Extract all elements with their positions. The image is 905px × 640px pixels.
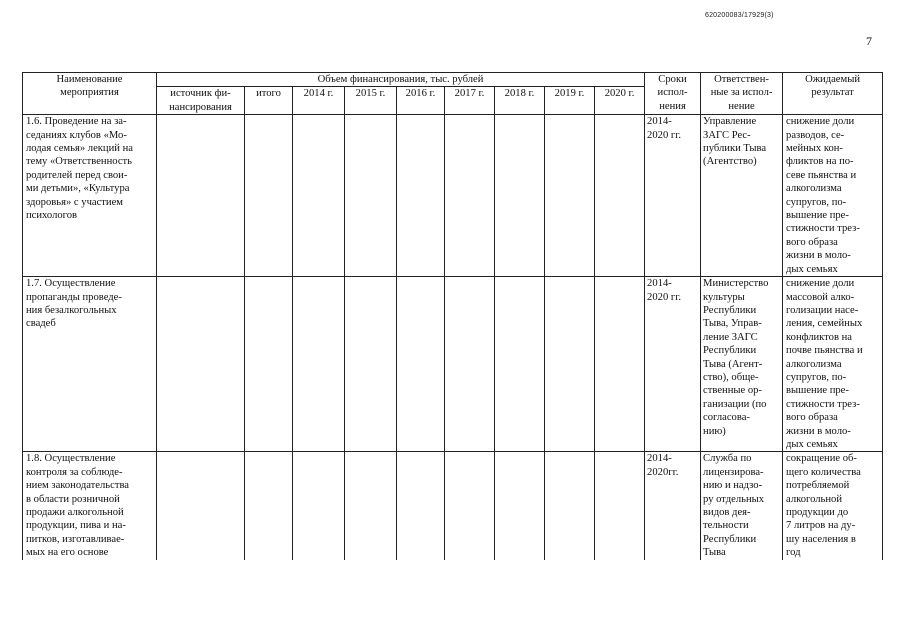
document-id: 620200083/17929(3) [705,12,774,19]
year-cell [545,115,595,277]
responsible-cell: Управление ЗАГС Рес- публики Тыва (Агентство) [701,115,783,277]
header-source: источник фи- нансирования [157,87,245,115]
terms-cell: 2014- 2020 гг. [645,277,701,452]
total-cell [245,115,293,277]
year-cell [495,452,545,560]
measure-name: 1.6. Проведение на за- седаниях клубов «Мо- лодая семья» лекций на тему «Ответственность родителей перед свои- ми детьми», «Культура здоровья» с участием психологов [23,115,157,277]
header-year-2015: 2015 г. [345,87,397,115]
total-cell [245,277,293,452]
header-year-2018: 2018 г. [495,87,545,115]
year-cell [445,452,495,560]
header-financing: Объем финансирования, тыс. рублей [157,73,645,87]
source-cell [157,115,245,277]
result-cell: сокращение об- щего количества потребляемой алкогольной продукции до 7 литров на ду- шу населения в год [783,452,883,560]
year-cell [495,115,545,277]
year-cell [595,115,645,277]
header-name: Наименование мероприятия [23,73,157,115]
year-cell [545,277,595,452]
year-cell [345,277,397,452]
responsible-cell: Служба по лицензирова- нию и надзо- ру отдельных видов дея- тельности Республики Тыва [701,452,783,560]
year-cell [345,452,397,560]
table-row [23,277,883,452]
year-cell [397,452,445,560]
header-result: Ожидаемый результат [783,73,883,115]
year-cell [545,452,595,560]
table-row [23,452,883,560]
year-cell [293,115,345,277]
header-total: итого [245,87,293,115]
total-cell [245,452,293,560]
measure-name: 1.8. Осуществление контроля за соблюде- нием законодательства в области розничной продажи алкогольной продукции, пива и на- питков, изготавливае- мых на его основе [23,452,157,560]
year-cell [397,277,445,452]
year-cell [397,115,445,277]
header-responsible: Ответствен- ные за испол- нение [701,73,783,115]
result-cell: снижение доли массовой алко- голизации насе- ления, семейных конфликтов на почве пьянства и алкоголизма супругов, по- вышение пре- стижности трез- вого образа жизни в моло- дых семьях [783,277,883,452]
source-cell [157,277,245,452]
header-year-2014: 2014 г. [293,87,345,115]
header-year-2019: 2019 г. [545,87,595,115]
year-cell [293,277,345,452]
year-cell [595,452,645,560]
header-year-2017: 2017 г. [445,87,495,115]
header-year-2020: 2020 г. [595,87,645,115]
year-cell [445,115,495,277]
measures-table [22,72,883,560]
measure-name: 1.7. Осуществление пропаганды проведе- ния безалкогольных свадеб [23,277,157,452]
header-year-2016: 2016 г. [397,87,445,115]
table-header-row [23,73,883,87]
table-row [23,115,883,277]
year-cell [445,277,495,452]
responsible-cell: Министерство культуры Республики Тыва, Управ- ление ЗАГС Республики Тыва (Агент- ство), обще- ственные ор- ганизации (по согласова- нию) [701,277,783,452]
terms-cell: 2014- 2020гг. [645,452,701,560]
terms-cell: 2014- 2020 гг. [645,115,701,277]
year-cell [293,452,345,560]
year-cell [495,277,545,452]
year-cell [595,277,645,452]
result-cell: снижение доли разводов, се- мейных кон- фликтов на по- севе пьянства и алкоголизма супругов, по- вышение пре- стижности трез- вого образа жизни в моло- дых семьях [783,115,883,277]
page-number: 7 [866,34,872,48]
year-cell [345,115,397,277]
header-terms: Сроки испол- нения [645,73,701,115]
source-cell [157,452,245,560]
